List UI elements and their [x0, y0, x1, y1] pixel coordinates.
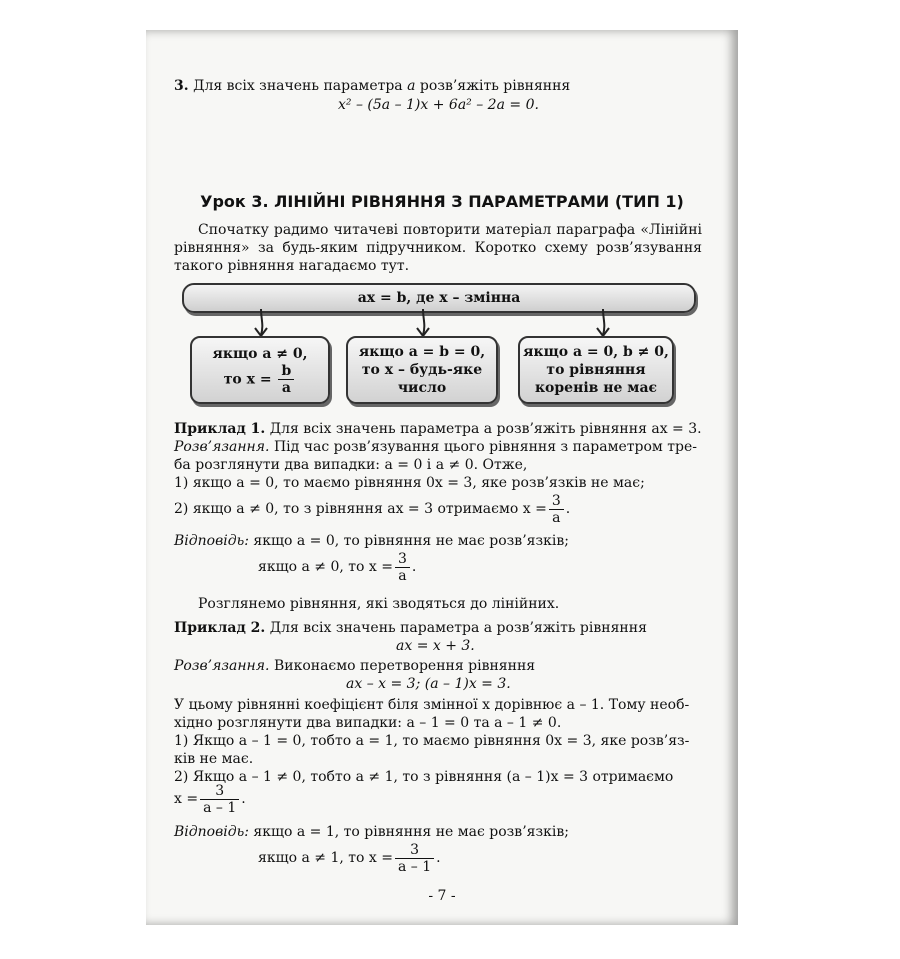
example-2-equation: ax = x + 3.	[396, 638, 475, 654]
example-2-answer-text-2: якщо a ≠ 1, то x =	[258, 850, 393, 866]
example-2-text: Для всіх значень параметра a розв’яжіть рівняння	[269, 620, 647, 636]
task-3-text: Для всіх значень параметра	[193, 78, 403, 94]
example-1-solution-line-2: ба розглянути два випадки: a = 0 і a ≠ 0. Отже,	[174, 457, 528, 473]
intro-paragraph	[174, 221, 702, 275]
page-number: - 7 -	[428, 888, 456, 904]
intro-line-1: Спочатку радимо читачеві повторити матеріал параграфа «Лінійні	[198, 222, 702, 238]
task-3-equation: x² – (5a – 1)x + 6a² – 2a = 0.	[338, 97, 539, 113]
example-1-text: Для всіх значень параметра a розв’яжіть рівняння ax = 3.	[269, 421, 702, 437]
numerator: 3	[200, 783, 239, 800]
scheme-box-a-b-zero	[346, 336, 498, 404]
arrow-down-icon	[588, 309, 618, 339]
box2-line-3: число	[397, 380, 447, 396]
task-3-label: 3.	[174, 78, 189, 94]
intro-line-3: такого рівняння нагадаємо тут.	[174, 258, 410, 274]
box1-fraction	[278, 363, 294, 396]
example-2-paragraph-line-1: У цьому рівнянні коефіцієнт біля змінної x дорівнює a – 1. Тому необ-	[174, 697, 690, 713]
period: .	[241, 791, 246, 807]
intro-line-2: рівняння» за будь-яким підручником. Коротко схему розв’язування	[174, 240, 702, 256]
denominator: a	[552, 509, 561, 526]
box3-line-1: якщо a = 0, b ≠ 0,	[523, 344, 669, 360]
example-2-case-2-line-1: 2) Якщо a – 1 ≠ 0, тобто a ≠ 1, то з рівняння (a – 1)x = 3 отримаємо	[174, 769, 674, 785]
example-1-answer-line-1	[174, 532, 569, 550]
example-2-solution-text: Виконаємо перетворення рівняння	[273, 658, 536, 674]
example-2-case-2-fraction	[200, 783, 239, 816]
lesson-title: Урок 3. ЛІНІЙНІ РІВНЯННЯ З ПАРАМЕТРАМИ (ТИП 1)	[200, 192, 684, 211]
example-1-case-2-text: 2) якщо a ≠ 0, то з рівняння ax = 3 отримаємо x =	[174, 501, 547, 517]
numerator: 3	[549, 493, 564, 510]
example-2-solution-line	[174, 657, 535, 675]
arrow-down-icon	[246, 309, 276, 339]
example-2-case-1-line-1: 1) Якщо a – 1 = 0, тобто a = 1, то маємо рівняння 0x = 3, яке розв’яз-	[174, 733, 690, 749]
box1-x-eq: то x =	[223, 371, 272, 387]
example-1-answer-text-1: якщо a = 0, то рівняння не має розв’язків;	[253, 533, 569, 549]
period: .	[436, 850, 441, 866]
example-1-answer-line-2	[258, 550, 416, 584]
box3-line-2: то рівняння	[546, 362, 646, 378]
box2-line-2: то x – будь-яке	[361, 362, 483, 378]
example-2-answer-text-1: якщо a = 1, то рівняння не має розв’язків;	[253, 824, 569, 840]
example-2-case-2-line-2	[174, 782, 246, 816]
example-2-answer-line-1	[174, 823, 569, 841]
denominator: a	[398, 567, 407, 584]
period: .	[565, 501, 571, 517]
example-2-answer-fraction	[395, 842, 434, 875]
numerator: 3	[395, 551, 410, 568]
box1-line-1: якщо a ≠ 0,	[212, 345, 308, 362]
task-3-line	[174, 77, 570, 95]
scheme-box-a-nonzero	[190, 336, 330, 404]
example-2-case-1-line-2: ків не має.	[174, 751, 254, 767]
example-2-transform: ax – x = 3; (a – 1)x = 3.	[346, 676, 511, 692]
scan-margin	[0, 0, 146, 959]
example-1-case-2-fraction	[549, 493, 564, 526]
example-1-answer-label: Відповідь:	[174, 533, 249, 549]
example-1-answer-text-2: якщо a ≠ 0, то x =	[258, 559, 393, 575]
x-equals: x =	[174, 791, 199, 807]
box1-denominator: a	[281, 379, 291, 396]
box1-line-2	[224, 363, 297, 396]
book-page	[146, 30, 738, 925]
box2-line-1: якщо a = b = 0,	[358, 344, 486, 360]
scheme-box-a-zero-b-nonzero	[518, 336, 674, 404]
task-3-text2: розв’яжіть рівняння	[419, 78, 571, 94]
example-2-paragraph-line-2: хідно розглянути два випадки: a – 1 = 0 та a – 1 ≠ 0.	[174, 715, 562, 731]
example-1-solution-line-1	[174, 438, 697, 456]
task-3-param: a	[407, 78, 416, 94]
example-1-solution-text-1: Під час розв’язування цього рівняння з параметром тре-	[273, 439, 697, 455]
example-1-case-2	[174, 492, 570, 526]
arrow-down-icon	[408, 309, 438, 339]
numerator: 3	[395, 842, 434, 859]
example-1-answer-fraction	[395, 551, 410, 584]
period: .	[411, 559, 417, 575]
example-2-answer-line-2	[258, 841, 441, 875]
example-2-label: Приклад 2.	[174, 620, 266, 636]
box3-line-3: коренів не має	[534, 380, 658, 396]
example-1-case-1: 1) якщо a = 0, то маємо рівняння 0x = 3, яке розв’язків не має;	[174, 475, 645, 491]
example-1-solution-label: Розв’язання.	[174, 439, 270, 455]
scheme-top-box: ax = b, де x – змінна	[182, 283, 696, 313]
example-2-solution-label: Розв’язання.	[174, 658, 270, 674]
example-2-answer-label: Відповідь:	[174, 824, 249, 840]
example-1-label: Приклад 1.	[174, 421, 266, 437]
denominator: a – 1	[397, 858, 432, 875]
example-2-statement	[174, 619, 647, 637]
transition-sentence: Розглянемо рівняння, які зводяться до лінійних.	[198, 596, 560, 612]
example-1-statement	[174, 420, 702, 438]
box1-numerator: b	[278, 363, 294, 380]
denominator: a – 1	[203, 799, 237, 816]
